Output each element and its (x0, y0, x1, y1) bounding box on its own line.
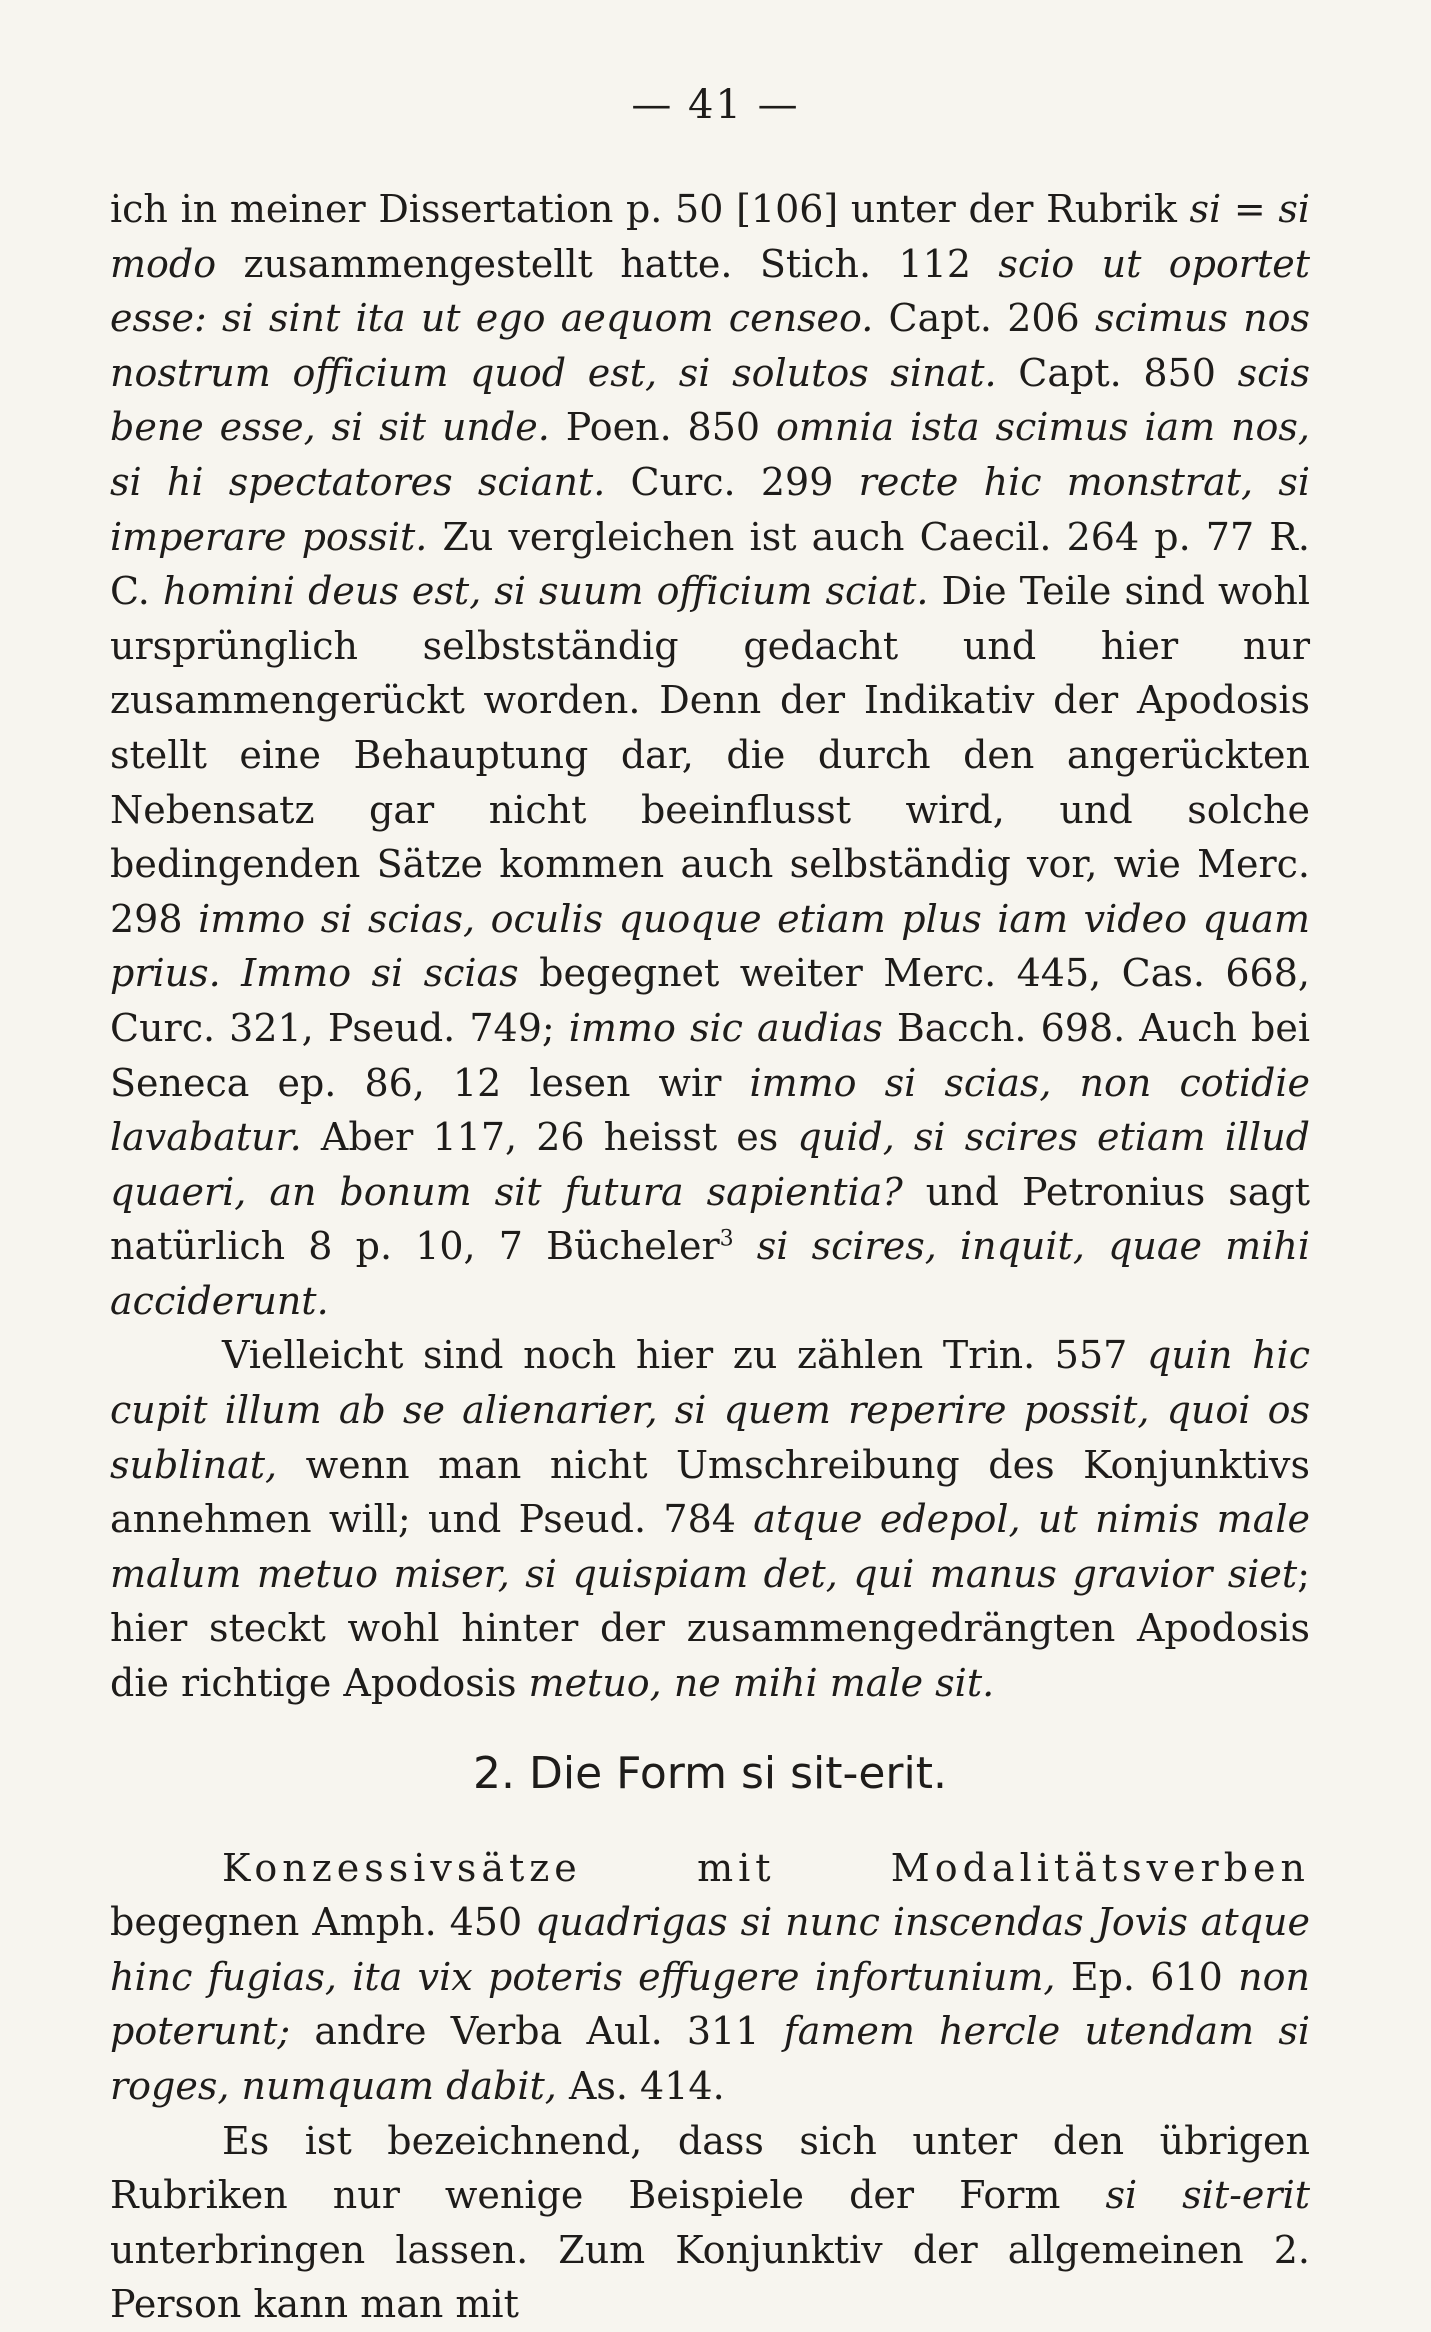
text-run: ; hier steckt wohl hinter der zusammengedrängten Apodosis die richtige Apodosis (110, 1551, 1310, 1706)
latin-phrase: si sit-erit (1105, 2173, 1311, 2218)
latin-phrase: immo sic audias (568, 1005, 883, 1050)
text-run: Capt. 850 (996, 350, 1238, 395)
paragraph-concessive-clauses (110, 1841, 1310, 2114)
text-run: = (1221, 187, 1279, 231)
text-run: wenn man nicht Umschreibung des Konjunktivs annehmen will; und Pseud. 784 (110, 1442, 1310, 1542)
text-run: zusammengestellt hatte. Stich. 112 (216, 241, 999, 286)
latin-quote: si scires, inquit, quae mihi acciderunt. (110, 1224, 1310, 1323)
paragraph-dissertation-examples (110, 182, 1310, 1328)
text-run: Poen. 850 (549, 405, 776, 450)
text-run: Bacch. 698. Auch bei Seneca ep. 86, 12 lesen wir (110, 1005, 1311, 1105)
text-run: Zu vergleichen ist auch Caecil. 264 p. 77 R. C. (110, 514, 1310, 614)
latin-quote: scimus nos nostrum officium quod est, si solutos sinat. (110, 296, 1310, 395)
text-run: Ep. 610 (1055, 1954, 1239, 1999)
text-run: Capt. 206 (873, 296, 1095, 341)
footnote-marker: 3 (719, 1226, 734, 1252)
latin-quote: quid, si scires etiam illud quaeri, an bonum sit futura sapientia? (110, 1115, 1310, 1214)
latin-quote: quadrigas si nunc inscendas Jovis atque hinc fugias, ita vix poteris effugere infortunium, (110, 1900, 1310, 1999)
latin-quote: famem hercle utendam si roges, numquam dabit, (110, 2009, 1310, 2108)
latin-quote: metuo, ne mihi male sit. (528, 1661, 995, 1706)
page-number: — 41 — (631, 82, 800, 128)
text-run: unterbringen lassen. Zum Konjunktiv der allgemeinen 2. Person kann man mit (110, 2227, 1310, 2327)
latin-quote: immo si scias, oculis quoque etiam plus iam video quam prius. Immo si scias (110, 896, 1310, 996)
latin-quote: omnia ista scimus iam nos, si hi spectatores sciant. (110, 405, 1310, 504)
text-run: begegnen Amph. 450 (110, 1900, 536, 1945)
latin-quote: recte hic monstrat, si imperare possit. (110, 459, 1310, 559)
text-run: und Petronius sagt natürlich 8 p. 10, 7 Bücheler (110, 1169, 1310, 1269)
latin-quote: homini deus est, si suum officium sciat. (162, 569, 929, 614)
page-body (110, 182, 1310, 2332)
section-heading: 2. Die Form si sit-erit. (473, 1747, 947, 1799)
text-run: Vielleicht sind noch hier zu zählen Trin. 557 (222, 1333, 1147, 1378)
paragraph-other-rubrics (110, 2114, 1310, 2332)
latin-quote: quin hic cupit illum ab se alienarier, si quem reperire possit, quoi os sublinat, (110, 1333, 1310, 1487)
text-run: begegnet weiter Merc. 445, Cas. 668, Curc. 321, Pseud. 749; (110, 951, 1310, 1050)
text-run: Es ist bezeichnend, dass sich unter den übrigen Rubriken nur wenige Beispiele der Form (110, 2118, 1310, 2218)
text-run: Die Teile sind wohl ursprünglich selbstständig gedacht und hier nur zusammengerückt worden. Denn der Indikativ der Apodosis stellt eine Behauptung dar, die durch den angerückten Nebensatz gar nicht beeinflusst wird, und solche bedingenden Sätze kommen auch selbständig vor, wie Merc. 298 (110, 569, 1310, 941)
latin-phrase: non poterunt; (110, 1954, 1310, 2054)
text-run: Aber 117, 26 heisst es (301, 1115, 798, 1160)
latin-quote: scio ut oportet esse: si sint ita ut ego aequom censeo. (110, 241, 1310, 341)
spaced-term: Konzessivsätze mit Modalitätsverben (222, 1845, 1310, 1890)
latin-quote: immo si scias, non cotidie lavabatur. (110, 1060, 1310, 1160)
latin-quote: scis bene esse, si sit unde. (110, 350, 1310, 450)
paragraph-further-examples (110, 1328, 1310, 1710)
text-run: andre Verba Aul. 311 (290, 2009, 784, 2054)
text-run: As. 414. (556, 2064, 725, 2108)
text-run: ich in meiner Dissertation p. 50 [106] unter der Rubrik (110, 187, 1190, 231)
latin-phrase: si modo (110, 187, 1310, 286)
latin-phrase: si (1189, 187, 1222, 231)
text-run: Curc. 299 (605, 459, 859, 504)
text-run (734, 1224, 757, 1268)
latin-quote: atque edepol, ut nimis male malum metuo miser, si quispiam det, qui manus gravior siet (110, 1497, 1311, 1596)
